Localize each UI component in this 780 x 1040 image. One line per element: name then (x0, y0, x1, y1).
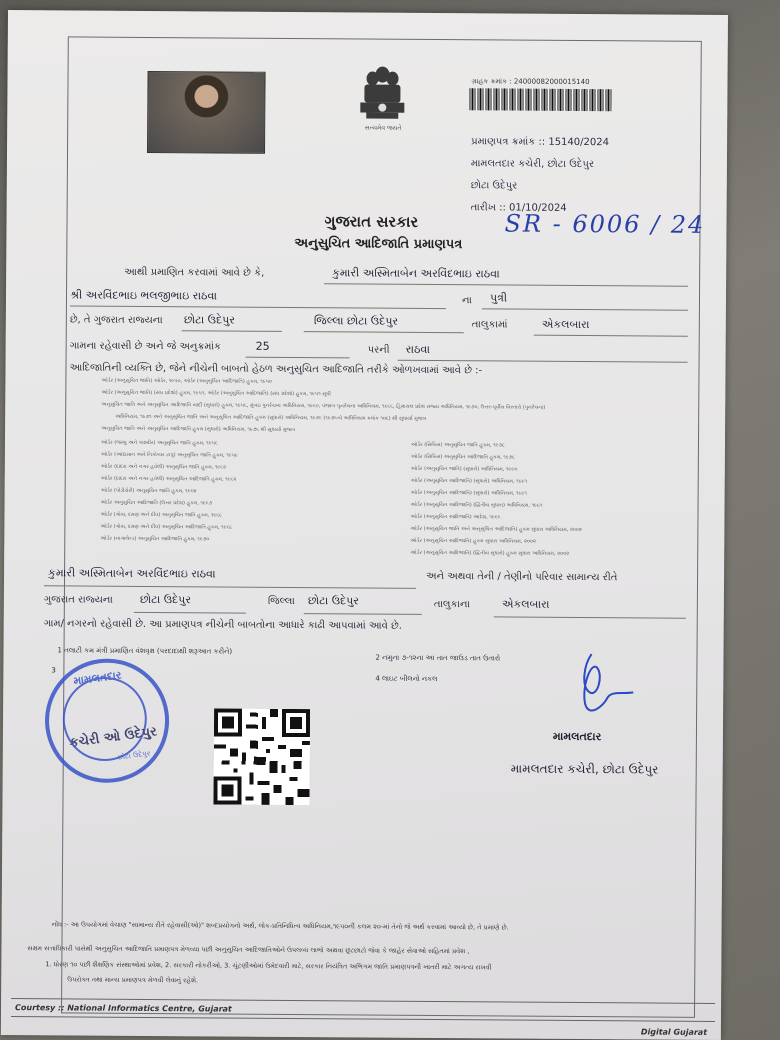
list-item: ઓર્ડર (સિક્કિમ) અનુસુચિત આદિજાતિ હુકમ, ૧૯૭૮ (410, 453, 515, 461)
district-2: છોટા ઉદેપુર (139, 592, 192, 607)
basis-item-3: 3 (51, 666, 56, 675)
orders-list-left (100, 437, 371, 547)
applicant-photo (147, 71, 266, 154)
certificate-number: પ્રમાણપત્ર ક્રમાંક :: 15140/2024 (471, 136, 610, 149)
list-item: ઓર્ડર (અનુસુચિત આદિજાતિ) આદેશ, ૧૯૯૬ (410, 513, 501, 521)
list-item: ઓર્ડર (અનુસુચિત આદિજાતિ) હુકમ સુધારા અધિનિયમ, ૨૦૦૨ (410, 537, 536, 545)
list-item: ઓર્ડર (આંદામાન અને નિકોબાર ટાપુ) અનુસુચિત જાતિ હુકમ, ૧૯૫૯ (100, 451, 238, 459)
qr-code (213, 708, 310, 805)
list-item: ઓર્ડર (જમ્મુ અને કાશ્મીર) અનુસુચિત જાતિ હુકમ, ૧૯૫૬ (100, 439, 218, 447)
signatory-office: મામલતદાર કચેરી, છોટા ઉદેપુર (510, 761, 659, 777)
taluka-label-2: તાલુકાના (433, 598, 470, 611)
orders-list-right (410, 439, 681, 561)
signatory-title: મામલતદાર (552, 729, 602, 744)
caste: રાઠવા (405, 342, 431, 356)
issuing-office: મામલતદાર કચેરી, છોટા ઉદેપુર (470, 158, 595, 171)
state-emblem-icon (354, 62, 410, 132)
district-value-2: છોટા ઉદેપુર (307, 594, 360, 608)
basis-item-4: 4 લાઇટ બીલનો નકલ (375, 674, 438, 684)
government-title: ગુજરાત સરકાર (324, 212, 419, 231)
relation: પુત્રી (489, 291, 508, 305)
state-label: છે, તે ગુજરાત રાજ્યના (69, 314, 163, 327)
footer-note-2: સક્ષમ સત્તાધિકારી પાસેથી અનુસુચિત આદિજાતિ પ્રમાણપત્ર મેળવ્યા પછી અનુસુચિત આદિજાતિઓને ઉપલબ્ધ લાભો અથવા છૂટછાટો જેવા કે જાહેર સેવાઓ સહિતમાં પ્રવેશ , (27, 944, 470, 956)
basis-item-1: 1 તલાટી કમ મંત્રી પ્રમાણિત વંશવૃક્ષ (પરદાદાથી શરૂઆત કરીને) (57, 646, 233, 656)
list-item: ઓર્ડર અનુસુચિત આદિજાતિ (ઉત્તર પ્રદેશ) હુકમ, ૧૯૬૭ (100, 499, 213, 507)
list-item: ઓર્ડર (અનુસુચિત જાતિ અને અનુસુચિત આદિજાતિ) હુકમ સુધારા અધિનિયમ, ૨૦૦૨ (410, 525, 582, 534)
district-label-2: જિલ્લા (267, 595, 295, 608)
footer-note-4: ઉપરોક્ત તથા માન્ય પ્રમાણપત્ર મેળવી લેવાનું રહેશે. (67, 975, 199, 985)
barcode-number: ગ્રાહક ક્રમાંક : 24000082000015140 (471, 77, 590, 87)
list-item: ઓર્ડર (અનુસુચિત આદિજાતિ) (દ્વિતીય સુધારો) હુકમ સુધારા અધિનિયમ, ૨૦૦૨ (410, 549, 570, 557)
taluka: એકલબારા (541, 317, 590, 332)
barcode (469, 88, 611, 111)
signature-mark (563, 646, 644, 727)
footer-note-3: 1. ધોરણ ૧૦ પછી શૈક્ષણિક સંસ્થાઓમાં પ્રવેશ, 2. સરકારી નોકરીઓ, 3. ચૂંટણીઓમાં ઉમેદવારી માટે, સરકાર નિયંત્રિત અભિગમ જાતિ પ્રમાણપત્રની ખાતરી માટે અગત્ય રાખવી (45, 960, 492, 972)
certificate-title: અનુસુચિત આદિજાતિ પ્રમાણપત્ર (294, 236, 463, 253)
district-label: જિલ્લા છોટા ઉદેપુર (313, 314, 399, 328)
seal-bottom-text: છોટા ઉદેપુર (117, 749, 151, 762)
list-item: ઓર્ડર (ગોવા, દમણ અને દીવ) અનુસુચિત આદિજાતિ હુકમ, ૧૯૬૮ (100, 523, 233, 531)
list-item: ઓર્ડર (સિક્કિમ) અનુસુચિત જાતિ હુકમ, ૧૯૭૮ (410, 441, 505, 449)
list-item: ઓર્ડર (અનુસુચિત આદિજાતિ) (સુધારો) અધિનિયમ, ૧૯૯૧ (410, 477, 528, 485)
list-item: ઓર્ડર (અનુસુચિત આદિજાતિ) (સુધારો) અધિનિયમ, ૧૯૯૧ (410, 489, 527, 497)
issuing-office-city: છોટા ઉદેપુર (470, 180, 518, 192)
seal-middle-text: કચેરી ઓ ઉદેપુર (68, 724, 158, 751)
orders-paragraph: ઓર્ડર (અનુસુચિત જાતિ) ઓર્ડર, ૧૯૫૦, ઓર્ડર (અનુસુચિત આદિજાતિ) હુકમ, ૧૯૫૦ ઓર્ડર (અનુસુચિત જાતિ) (સંઘ પ્રદેશો) હુકમ, ૧૯૫૧, ઓર્ડર (અનુસુચિત આદિજાતિ) (સંઘ પ્રદેશો) હુકમ, ૧૯૫૧ સુધી અનુસુચિત જાતિ અને અનુસુચિત આદિજાતિ યાદી (સુધારો) હુકમ, ૧૯૫૬, મુંબઇ પુનર્રચના અધિનિયમ, ૧૯૬૦, પંજાબ પુનર્રચના અધિનિયમ, ૧૯૬૬, હિમાચલ પ્રદેશ રાજ્ય અધિનિયમ, ૧૯૭૦, ઉત્તર-પૂર્વીય વિસ્તારો (પુનર્રચના) અધિનિયમ, ૧૯૭૧ અને અનુસુચિત જાતિ અને અનુસુચિત આદિજાતિ હુકમ (સુધારો) અધિનિયમ, ૧૯૭૬ (૧૯૭૬નો અધિનિયમ ક્રમાંક ૧૦૮) થી સુધાર્યા મુજબ અનુસુચિત જાતિ અને અનુસુચિત આદિજાતિ હુકમ (સુધારો) અધિનિયમ, ૧૯૭૬ થી સુધાર્યા મુજબ (101, 377, 546, 434)
na-label: ના (461, 295, 472, 307)
basis-item-2: 2 નમુના ૭-૧૨ના આ તાત જાઉડ તાત ઉતારો (375, 653, 501, 663)
list-item: ઓર્ડર (દાદરા અને નગર હવેલી) અનુસુચિત જાતિ હુકમ, ૧૯૬૨ (100, 463, 227, 471)
list-item: ઓર્ડર (ગોવા, દમણ અને દીવ) અનુસુચિત જાતિ હુકમ, ૧૯૬૮ (100, 511, 222, 519)
serial-number: 25 (255, 339, 270, 353)
intro-text: આથી પ્રમાણિત કરવામાં આવે છે કે, (124, 266, 265, 279)
family-statement: અને અથવા તેની / તેણીનો પરિવાર સામાન્ય રીતે (426, 570, 618, 584)
list-item: ઓર્ડર (અનુસુચિત આદિજાતિ) (દ્વિતીય સુધારા) અધિનિયમ, ૧૯૯૧ (410, 501, 543, 509)
village-label: ગામના રહેવાસી છે અને જે અનુક્રમાંક (69, 340, 222, 353)
basis-statement: ગામ/ નગરનો રહેવાસી છે. આ પ્રમાણપત્ર નીચેની બાબતોના આધારે કાઢી આપવામાં આવે છે. (43, 618, 402, 632)
taluka-label: તાલુકામાં (471, 319, 508, 331)
emblem-caption: સત્યમેવ જયતે (364, 124, 402, 132)
taluka-2: એકલબારા (501, 597, 550, 611)
paragraph-label: પરની (367, 344, 390, 356)
list-item: ઓર્ડર (અનુસુચિત જાતિ) (સુધારો) અધિનિયમ, ૧૯૯૦ (410, 465, 518, 473)
tribe-statement: આદિજાતિની વ્યક્તિ છે, જેને નીચેની બાબતો હેઠળ અનુસુચિત આદિજાતિ તરીકે ઓળખવામાં આવે છે :- (69, 362, 483, 377)
courtesy-text: Courtesy :: National Informatics Centre, Gujarat (15, 1003, 232, 1014)
certificate-paper (1, 10, 728, 1040)
state-label-2: ગુજરાત રાજ્યના (43, 594, 113, 606)
father-name: શ્રી અરવિંદભાઇ ભલજીભાઇ રાઠવા (69, 288, 218, 303)
district: છોટા ઉદેપુર (183, 313, 236, 327)
applicant-name-repeat: કુમારી અસ્મિતાબેન અરવિંદભાઇ રાઠવા (48, 566, 216, 581)
issue-date: તારીખ :: 01/10/2024 (470, 202, 567, 214)
certificate-info (471, 131, 610, 220)
list-item: ઓર્ડર (દાદરા અને નગર હવેલી) અનુસુચિત આદિજાતિ હુકમ, ૧૯૬૨ (100, 475, 237, 483)
digital-gujarat-text: Digital Gujarat (640, 1027, 708, 1037)
handwritten-reference: SR - 6006 / 24 (504, 209, 706, 239)
footer-note-1: નોંધ :- આ ઉપયોગમાં વેચાણ "સામાન્ય રીતે રહેવાસી(ઓ)" શબ્દપ્રયોગનો અર્થ, લોક-પ્રતિનિધિત્વ અધિનિયમ,૧૯૫૦ની કલમ ૨૦-માં તેનો જે અર્થ કરવામાં આવ્યો છે, તે પ્રમાણે છે. (51, 920, 509, 932)
seal-top-text: મામલતદાર (72, 668, 123, 688)
list-item: ઓર્ડર (નાગાલેન્ડ) અનુસુચિત આદિજાતિ હુકમ, ૧૯૭૦ (100, 535, 210, 543)
list-item: ઓર્ડર (પોંડીચેરી) અનુસુચિત જાતિ હુકમ, ૧૯૬૪ (100, 487, 197, 495)
applicant-name: કુમારી અસ્મિતાબેન અરવિંદભાઇ રાઠવા (332, 266, 500, 281)
